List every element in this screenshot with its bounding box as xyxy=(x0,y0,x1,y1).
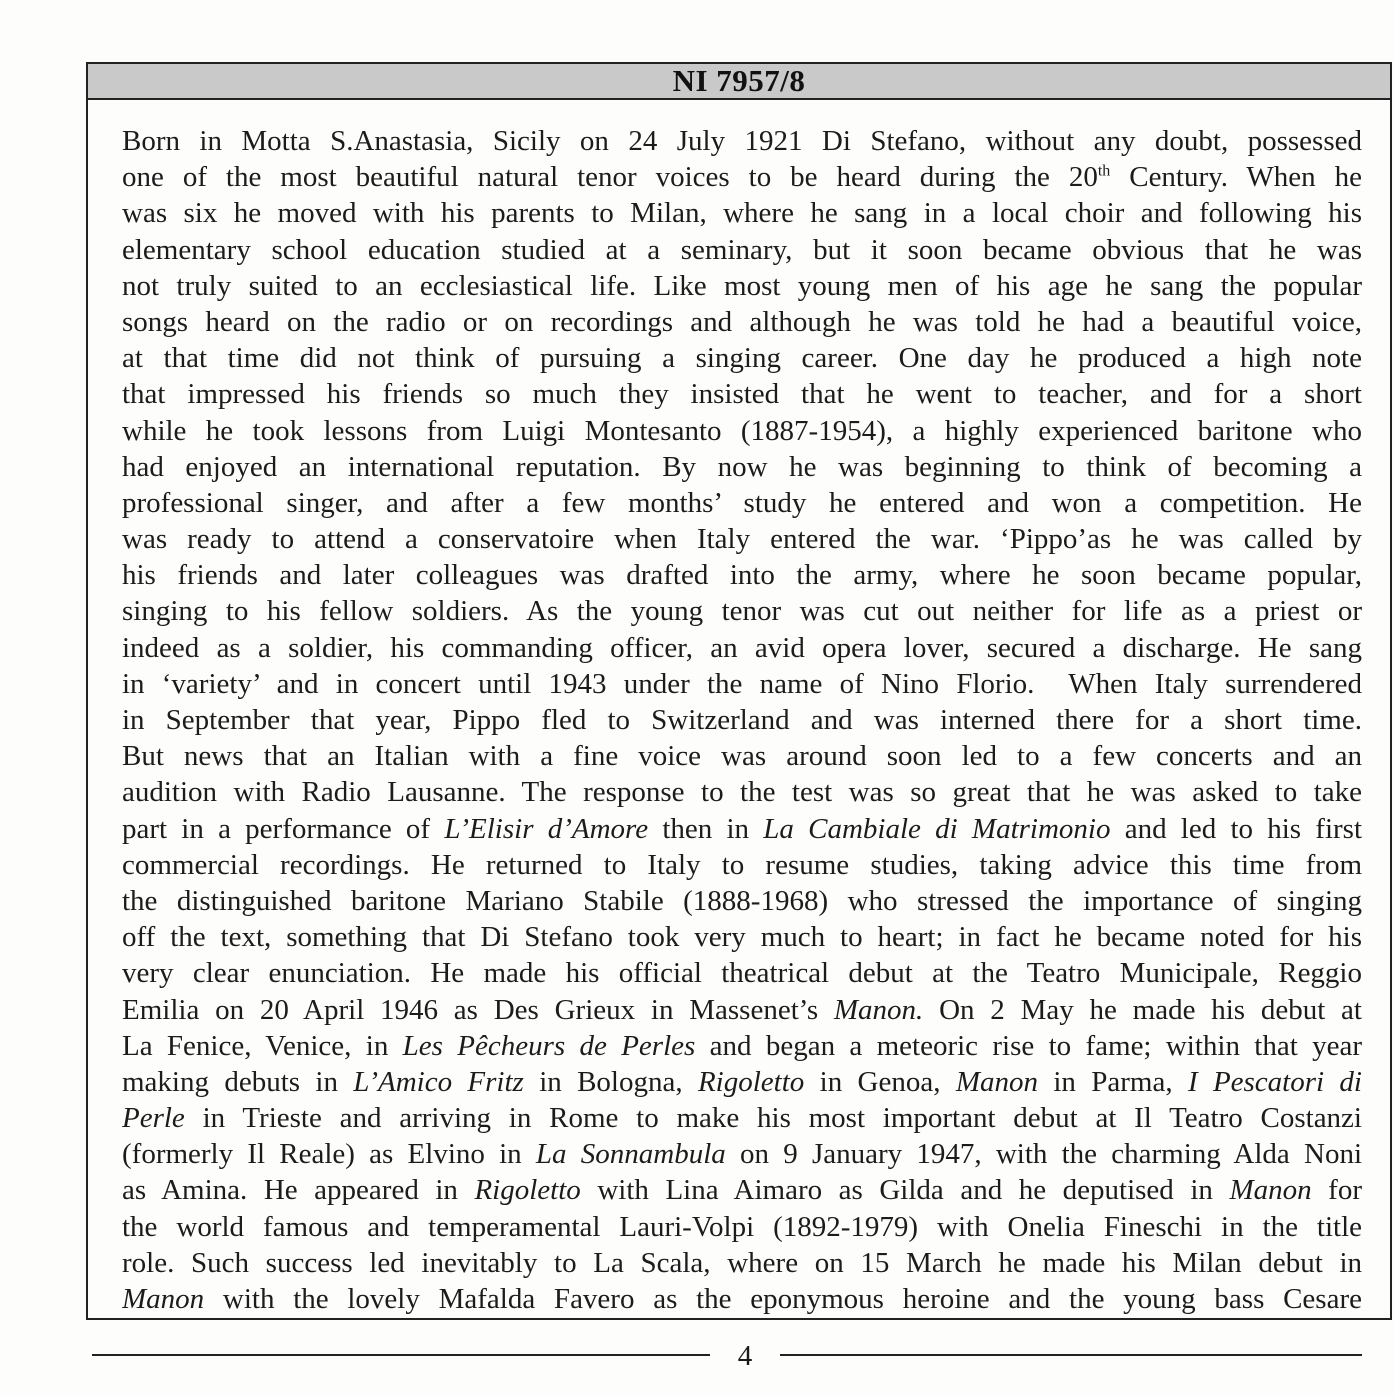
text-line xyxy=(122,1172,1362,1208)
text-line xyxy=(122,666,1362,702)
text-line xyxy=(122,340,1362,376)
text-segment: commercial recordings. He returned to Italy to resume studies, taking advice this time from xyxy=(122,848,1362,881)
text-segment: role. Such success led inevitably to La Scala, where on 15 March he made his Milan debut in xyxy=(122,1246,1362,1279)
text-segment: very clear enunciation. He made his official theatrical debut at the Teatro Municipale, Reggio xyxy=(122,957,1362,990)
text-segment: On 2 May he made his debut at xyxy=(923,993,1362,1026)
text-segment: the world famous and temperamental Lauri-Volpi (1892-1979) with Onelia Fineschi in the title xyxy=(122,1210,1362,1243)
text-line xyxy=(122,268,1362,304)
text-line xyxy=(122,738,1362,774)
text-line xyxy=(122,883,1362,919)
text-segment: singing to his fellow soldiers. As the young tenor was cut out neither for life as a priest or xyxy=(122,595,1362,628)
italic-title: L’Elisir d’Amore xyxy=(444,812,649,845)
italic-title: Manon xyxy=(1229,1174,1312,1207)
text-segment: was six he moved with his parents to Milan, where he sang in a local choir and following his xyxy=(122,197,1362,230)
text-line xyxy=(122,630,1362,666)
text-line xyxy=(122,159,1362,195)
text-segment: professional singer, and after a few months’ study he entered and won a competition. He xyxy=(122,486,1362,519)
catalog-number: NI 7957/8 xyxy=(672,63,806,98)
text-line xyxy=(122,521,1362,557)
italic-title: La Sonnambula xyxy=(535,1138,726,1171)
text-segment: then in xyxy=(648,812,764,845)
text-segment: audition with Radio Lausanne. The response to the test was so great that he was asked to take xyxy=(122,776,1362,809)
text-segment: and led to his first xyxy=(1110,812,1362,845)
text-segment: his friends and later colleagues was drafted into the army, where he soon became popular, xyxy=(122,559,1362,592)
text-line xyxy=(122,1281,1362,1317)
text-segment: in ‘variety’ and in concert until 1943 under the name of Nino Florio. When Italy surrendered xyxy=(122,667,1362,700)
text-line xyxy=(122,1245,1362,1281)
footer-rule-left xyxy=(92,1354,710,1356)
text-segment: had enjoyed an international reputation. By now he was beginning to think of becoming a xyxy=(122,450,1362,483)
text-line xyxy=(122,811,1362,847)
text-segment: in September that year, Pippo fled to Switzerland and was interned there for a short time. xyxy=(122,704,1362,736)
text-line xyxy=(122,919,1362,955)
text-line xyxy=(122,123,1362,159)
text-line xyxy=(122,847,1362,883)
text-line xyxy=(122,1136,1362,1172)
text-segment: Emilia on 20 April 1946 as Des Grieux in Massenet’s xyxy=(122,993,834,1026)
text-segment: while he took lessons from Luigi Montesanto (1887-1954), a highly experienced baritone who xyxy=(122,414,1362,447)
text-segment: with Lina Aimaro as Gilda and he deputised in xyxy=(580,1174,1230,1207)
text-segment: was ready to attend a conservatoire when Italy entered the war. ‘Pippo’as he was called by xyxy=(122,523,1362,556)
italic-title: Manon. xyxy=(833,993,924,1026)
text-segment: that impressed his friends so much they insisted that he went to teacher, and for a short xyxy=(122,378,1362,411)
text-line xyxy=(122,1100,1362,1136)
italic-title: Rigoletto xyxy=(474,1174,581,1207)
text-segment: Born in Motta S.Anastasia, Sicily on 24 July 1921 Di Stefano, without any doubt, possessed xyxy=(122,125,1362,157)
text-line xyxy=(122,1209,1362,1245)
biography-text xyxy=(122,123,1362,1317)
text-line xyxy=(122,449,1362,485)
text-frame xyxy=(86,62,1392,1320)
text-segment: at that time did not think of pursuing a singing career. One day he produced a high note xyxy=(122,342,1362,375)
text-line xyxy=(122,557,1362,593)
text-segment: La Fenice, Venice, in xyxy=(122,1029,403,1062)
text-line xyxy=(122,774,1362,810)
text-line xyxy=(122,1028,1362,1064)
text-line xyxy=(122,304,1362,340)
text-segment: for xyxy=(1311,1174,1362,1207)
italic-title: I Pescatori di xyxy=(1187,1065,1362,1098)
superscript: th xyxy=(1097,162,1111,180)
italic-title: Perle xyxy=(122,1102,185,1135)
text-line xyxy=(122,702,1362,738)
text-segment: indeed as a soldier, his commanding officer, an avid opera lover, secured a discharge. He sang xyxy=(122,631,1362,664)
text-segment: in Trieste and arriving in Rome to make his most important debut at Il Teatro Costanzi xyxy=(184,1102,1362,1135)
text-segment: not truly suited to an ecclesiastical life. Like most young men of his age he sang the popular xyxy=(122,269,1362,302)
text-segment: the distinguished baritone Mariano Stabile (1888-1968) who stressed the importance of singing xyxy=(122,884,1362,917)
text-segment: But news that an Italian with a fine voice was around soon led to a few concerts and an xyxy=(122,740,1362,773)
text-segment: in Bologna, xyxy=(523,1065,698,1098)
text-segment: in Parma, xyxy=(1038,1065,1188,1098)
italic-title: L’Amico Fritz xyxy=(353,1065,524,1098)
text-line xyxy=(122,376,1362,412)
text-line xyxy=(122,195,1362,231)
page-footer xyxy=(92,1340,1362,1374)
italic-title: Manon xyxy=(955,1065,1038,1098)
text-segment: in Genoa, xyxy=(804,1065,956,1098)
italic-title: Manon xyxy=(122,1283,205,1315)
page-number: 4 xyxy=(737,1340,753,1372)
text-line xyxy=(122,955,1362,991)
text-segment: songs heard on the radio or on recordings and although he was told he had a beautiful voice, xyxy=(122,305,1362,338)
text-segment: (formerly Il Reale) as Elvino in xyxy=(122,1138,536,1171)
text-line xyxy=(122,992,1362,1028)
italic-title: Rigoletto xyxy=(697,1065,805,1098)
text-segment: and began a meteoric rise to fame; within that year xyxy=(695,1029,1362,1062)
text-line xyxy=(122,1064,1362,1100)
text-segment: part in a performance of xyxy=(122,812,445,845)
text-segment: on 9 January 1947, with the charming Alda Noni xyxy=(725,1138,1362,1171)
text-line xyxy=(122,485,1362,521)
header-bar xyxy=(88,64,1390,100)
text-segment: off the text, something that Di Stefano took very much to heart; in fact he became noted for his xyxy=(122,921,1362,954)
footer-rule-right xyxy=(780,1354,1362,1356)
italic-title: La Cambiale di Matrimonio xyxy=(763,812,1111,845)
text-segment: with the lovely Mafalda Favero as the eponymous heroine and the young bass Cesare xyxy=(204,1283,1362,1315)
text-line xyxy=(122,413,1362,449)
text-segment: Century. When he xyxy=(1110,161,1362,194)
text-line xyxy=(122,593,1362,629)
text-segment: one of the most beautiful natural tenor voices to be heard during the 20 xyxy=(122,161,1098,194)
text-line xyxy=(122,232,1362,268)
text-segment: making debuts in xyxy=(122,1065,354,1098)
text-segment: as Amina. He appeared in xyxy=(122,1174,475,1207)
text-segment: elementary school education studied at a seminary, but it soon became obvious that he was xyxy=(122,233,1362,266)
italic-title: Les Pêcheurs de Perles xyxy=(402,1029,696,1062)
